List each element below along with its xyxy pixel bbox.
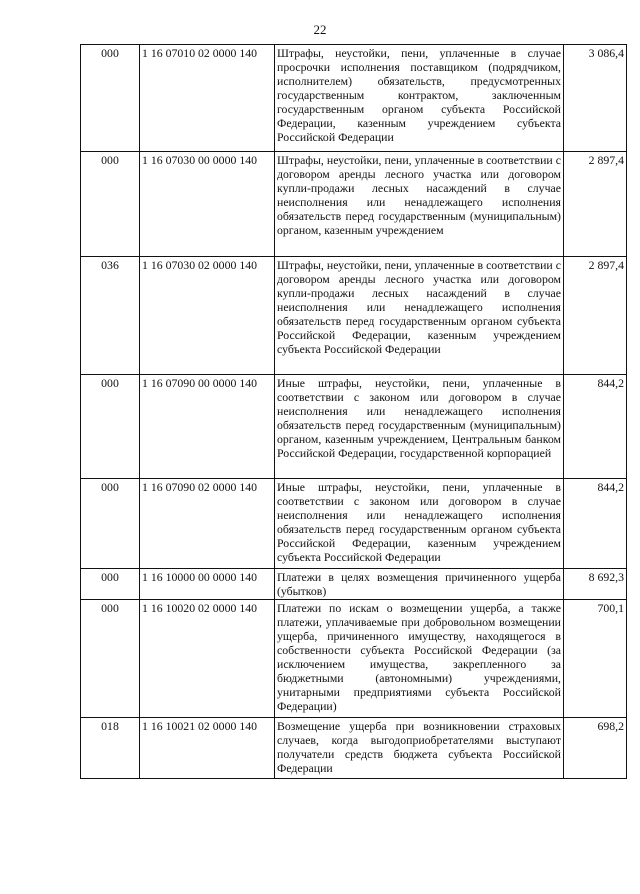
admin-code-cell: 000 <box>81 569 140 600</box>
amount-cell: 698,2 <box>564 718 627 779</box>
table-row <box>81 257 627 375</box>
admin-code-cell: 000 <box>81 152 140 257</box>
amount-cell: 2 897,4 <box>564 257 627 375</box>
table-row <box>81 45 627 152</box>
admin-code-cell: 036 <box>81 257 140 375</box>
amount-cell: 844,2 <box>564 375 627 479</box>
page-number: 22 <box>313 22 327 37</box>
amount-cell: 3 086,4 <box>564 45 627 152</box>
admin-code-cell: 000 <box>81 375 140 479</box>
amount-cell: 2 897,4 <box>564 152 627 257</box>
revenue-table <box>80 44 627 779</box>
table-row <box>81 479 627 569</box>
classification-code-cell: 1 16 07030 00 0000 140 <box>140 152 275 257</box>
admin-code-cell: 000 <box>81 45 140 152</box>
revenue-name-cell: Платежи в целях возмещения причиненного ущерба (убытков) <box>275 569 564 600</box>
classification-code-cell: 1 16 10021 02 0000 140 <box>140 718 275 779</box>
amount-cell: 8 692,3 <box>564 569 627 600</box>
classification-code-cell: 1 16 10020 02 0000 140 <box>140 600 275 718</box>
revenue-name-cell: Штрафы, неустойки, пени, уплаченные в случае просрочки исполнения поставщиком (подрядчиком, исполнителем) обязательств, предусмотренных государственным контрактом, заключенным государственным органом субъекта Российской Федерации, казенным учреждением субъекта Российской Федерации <box>275 45 564 152</box>
classification-code-cell: 1 16 07090 00 0000 140 <box>140 375 275 479</box>
table-row <box>81 375 627 479</box>
classification-code-cell: 1 16 07030 02 0000 140 <box>140 257 275 375</box>
table-row <box>81 600 627 718</box>
table-row <box>81 152 627 257</box>
revenue-name-cell: Штрафы, неустойки, пени, уплаченные в соответствии с договором аренды лесного участка или договором купли-продажи лесных насаждений в случае неисполнения или ненадлежащего исполнения обязательств перед государственным органом субъекта Российской Федерации, казенным учреждением субъекта Российской Федерации <box>275 257 564 375</box>
classification-code-cell: 1 16 07090 02 0000 140 <box>140 479 275 569</box>
revenue-name-cell: Возмещение ущерба при возникновении страховых случаев, когда выгодоприобретателями выступают получатели средств бюджета субъекта Российской Федерации <box>275 718 564 779</box>
classification-code-cell: 1 16 10000 00 0000 140 <box>140 569 275 600</box>
table-row <box>81 718 627 779</box>
revenue-name-cell: Штрафы, неустойки, пени, уплаченные в соответствии с договором аренды лесного участка или договором купли-продажи лесных насаждений в случае неисполнения или ненадлежащего исполнения обязательств перед государственным (муниципальным) органом, казенным учреждением <box>275 152 564 257</box>
revenue-name-cell: Платежи по искам о возмещении ущерба, а также платежи, уплачиваемые при добровольном возмещении ущерба, причиненного имуществу, находящегося в собственности субъекта Российской Федерации (за исключением имущества, закрепленного за бюджетными (автономными) учреждениями, унитарными предприятиями субъекта Российской Федерации) <box>275 600 564 718</box>
classification-code-cell: 1 16 07010 02 0000 140 <box>140 45 275 152</box>
amount-cell: 844,2 <box>564 479 627 569</box>
admin-code-cell: 000 <box>81 479 140 569</box>
amount-cell: 700,1 <box>564 600 627 718</box>
table-row <box>81 569 627 600</box>
revenue-name-cell: Иные штрафы, неустойки, пени, уплаченные в соответствии с законом или договором в случае неисполнения или ненадлежащего исполнения обязательств перед государственным органом субъекта Российской Федерации, казенным учреждением субъекта Российской Федерации <box>275 479 564 569</box>
admin-code-cell: 018 <box>81 718 140 779</box>
admin-code-cell: 000 <box>81 600 140 718</box>
revenue-name-cell: Иные штрафы, неустойки, пени, уплаченные в соответствии с законом или договором в случае неисполнения или ненадлежащего исполнения обязательств перед государственным (муниципальным) органом, казенным учреждением, Центральным банком Российской Федерации, государственной корпорацией <box>275 375 564 479</box>
